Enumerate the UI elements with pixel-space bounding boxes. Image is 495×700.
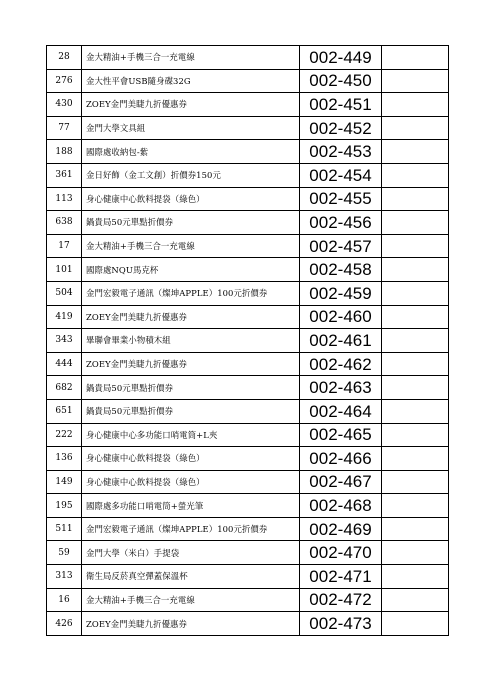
table-row bbox=[47, 470, 449, 494]
prize-name-cell: 金大性平會USB隨身碟32G bbox=[82, 69, 300, 93]
prize-name-cell: ZOEY金門美睫九折優惠券 bbox=[82, 352, 300, 376]
prize-name-cell: 畢聯會畢業小物積木組 bbox=[82, 329, 300, 353]
blank-cell bbox=[382, 470, 449, 494]
prize-code-cell: 002-463 bbox=[300, 376, 382, 400]
table-row bbox=[47, 517, 449, 541]
ticket-number-cell: 101 bbox=[47, 258, 82, 282]
blank-cell bbox=[382, 423, 449, 447]
ticket-number-cell: 444 bbox=[47, 352, 82, 376]
prize-name-cell: 金日好飾（金工文創）折價券150元 bbox=[82, 163, 300, 187]
blank-cell bbox=[382, 565, 449, 589]
ticket-number-cell: 361 bbox=[47, 163, 82, 187]
blank-cell bbox=[382, 69, 449, 93]
prize-code-cell: 002-470 bbox=[300, 541, 382, 565]
prize-name-cell: 衛生局反菸真空彈蓋保溫杯 bbox=[82, 565, 300, 589]
blank-cell bbox=[382, 517, 449, 541]
prize-code-cell: 002-469 bbox=[300, 517, 382, 541]
prize-name-cell: ZOEY金門美睫九折優惠券 bbox=[82, 305, 300, 329]
table-row bbox=[47, 116, 449, 140]
prize-code-cell: 002-464 bbox=[300, 399, 382, 423]
ticket-number-cell: 343 bbox=[47, 329, 82, 353]
table-row bbox=[47, 541, 449, 565]
table-row bbox=[47, 399, 449, 423]
blank-cell bbox=[382, 93, 449, 117]
ticket-number-cell: 276 bbox=[47, 69, 82, 93]
ticket-number-cell: 59 bbox=[47, 541, 82, 565]
prize-code-cell: 002-457 bbox=[300, 234, 382, 258]
prize-table-body bbox=[47, 46, 449, 636]
prize-name-cell: 鍋貴局50元單點折價券 bbox=[82, 376, 300, 400]
table-row bbox=[47, 305, 449, 329]
ticket-number-cell: 113 bbox=[47, 187, 82, 211]
table-row bbox=[47, 352, 449, 376]
blank-cell bbox=[382, 541, 449, 565]
prize-name-cell: 身心健康中心飲料提袋（綠色） bbox=[82, 187, 300, 211]
prize-name-cell: 金門宏毅電子通訊（燦坤APPLE）100元折價券 bbox=[82, 281, 300, 305]
prize-name-cell: 身心健康中心多功能口哨電筒+L夾 bbox=[82, 423, 300, 447]
prize-code-cell: 002-468 bbox=[300, 494, 382, 518]
ticket-number-cell: 313 bbox=[47, 565, 82, 589]
prize-code-cell: 002-454 bbox=[300, 163, 382, 187]
blank-cell bbox=[382, 612, 449, 636]
prize-code-cell: 002-461 bbox=[300, 329, 382, 353]
prize-name-cell: 金大精油+手機三合一充電線 bbox=[82, 588, 300, 612]
prize-name-cell: 國際處多功能口哨電筒+螢光筆 bbox=[82, 494, 300, 518]
prize-table bbox=[46, 45, 449, 636]
blank-cell bbox=[382, 281, 449, 305]
prize-name-cell: 金大精油+手機三合一充電線 bbox=[82, 46, 300, 70]
prize-code-cell: 002-472 bbox=[300, 588, 382, 612]
table-row bbox=[47, 93, 449, 117]
prize-code-cell: 002-449 bbox=[300, 46, 382, 70]
ticket-number-cell: 638 bbox=[47, 211, 82, 235]
prize-code-cell: 002-467 bbox=[300, 470, 382, 494]
prize-name-cell: 國際處NQU馬克杯 bbox=[82, 258, 300, 282]
prize-code-cell: 002-452 bbox=[300, 116, 382, 140]
ticket-number-cell: 419 bbox=[47, 305, 82, 329]
table-row bbox=[47, 69, 449, 93]
prize-code-cell: 002-460 bbox=[300, 305, 382, 329]
blank-cell bbox=[382, 329, 449, 353]
blank-cell bbox=[382, 258, 449, 282]
ticket-number-cell: 28 bbox=[47, 46, 82, 70]
prize-name-cell: 鍋貴局50元單點折價券 bbox=[82, 399, 300, 423]
prize-name-cell: 鍋貴局50元單點折價券 bbox=[82, 211, 300, 235]
prize-code-cell: 002-453 bbox=[300, 140, 382, 164]
blank-cell bbox=[382, 376, 449, 400]
blank-cell bbox=[382, 163, 449, 187]
prize-code-cell: 002-456 bbox=[300, 211, 382, 235]
prize-code-cell: 002-465 bbox=[300, 423, 382, 447]
table-row bbox=[47, 258, 449, 282]
ticket-number-cell: 222 bbox=[47, 423, 82, 447]
table-row bbox=[47, 612, 449, 636]
ticket-number-cell: 188 bbox=[47, 140, 82, 164]
table-row bbox=[47, 281, 449, 305]
table-row bbox=[47, 565, 449, 589]
prize-name-cell: ZOEY金門美睫九折優惠券 bbox=[82, 612, 300, 636]
ticket-number-cell: 16 bbox=[47, 588, 82, 612]
blank-cell bbox=[382, 399, 449, 423]
ticket-number-cell: 136 bbox=[47, 447, 82, 471]
blank-cell bbox=[382, 140, 449, 164]
prize-name-cell: 金門宏毅電子通訊（燦坤APPLE）100元折價券 bbox=[82, 517, 300, 541]
ticket-number-cell: 511 bbox=[47, 517, 82, 541]
ticket-number-cell: 77 bbox=[47, 116, 82, 140]
table-row bbox=[47, 329, 449, 353]
prize-code-cell: 002-458 bbox=[300, 258, 382, 282]
blank-cell bbox=[382, 588, 449, 612]
table-row bbox=[47, 211, 449, 235]
ticket-number-cell: 504 bbox=[47, 281, 82, 305]
blank-cell bbox=[382, 211, 449, 235]
prize-name-cell: ZOEY金門美睫九折優惠券 bbox=[82, 93, 300, 117]
table-row bbox=[47, 588, 449, 612]
prize-code-cell: 002-473 bbox=[300, 612, 382, 636]
blank-cell bbox=[382, 305, 449, 329]
prize-code-cell: 002-459 bbox=[300, 281, 382, 305]
prize-name-cell: 國際處收納包-紫 bbox=[82, 140, 300, 164]
blank-cell bbox=[382, 447, 449, 471]
ticket-number-cell: 17 bbox=[47, 234, 82, 258]
table-row bbox=[47, 46, 449, 70]
prize-code-cell: 002-471 bbox=[300, 565, 382, 589]
blank-cell bbox=[382, 187, 449, 211]
table-row bbox=[47, 140, 449, 164]
blank-cell bbox=[382, 234, 449, 258]
prize-code-cell: 002-451 bbox=[300, 93, 382, 117]
ticket-number-cell: 195 bbox=[47, 494, 82, 518]
table-row bbox=[47, 376, 449, 400]
blank-cell bbox=[382, 352, 449, 376]
table-row bbox=[47, 234, 449, 258]
table-row bbox=[47, 447, 449, 471]
table-row bbox=[47, 494, 449, 518]
ticket-number-cell: 430 bbox=[47, 93, 82, 117]
blank-cell bbox=[382, 494, 449, 518]
table-row bbox=[47, 423, 449, 447]
ticket-number-cell: 651 bbox=[47, 399, 82, 423]
table-row bbox=[47, 187, 449, 211]
prize-name-cell: 金門大學（米白）手提袋 bbox=[82, 541, 300, 565]
prize-name-cell: 身心健康中心飲料提袋（綠色） bbox=[82, 470, 300, 494]
prize-code-cell: 002-450 bbox=[300, 69, 382, 93]
prize-code-cell: 002-455 bbox=[300, 187, 382, 211]
table-row bbox=[47, 163, 449, 187]
prize-code-cell: 002-466 bbox=[300, 447, 382, 471]
blank-cell bbox=[382, 46, 449, 70]
ticket-number-cell: 149 bbox=[47, 470, 82, 494]
prize-code-cell: 002-462 bbox=[300, 352, 382, 376]
blank-cell bbox=[382, 116, 449, 140]
ticket-number-cell: 682 bbox=[47, 376, 82, 400]
ticket-number-cell: 426 bbox=[47, 612, 82, 636]
prize-name-cell: 金大精油+手機三合一充電線 bbox=[82, 234, 300, 258]
prize-name-cell: 金門大學文具組 bbox=[82, 116, 300, 140]
prize-name-cell: 身心健康中心飲料提袋（綠色） bbox=[82, 447, 300, 471]
